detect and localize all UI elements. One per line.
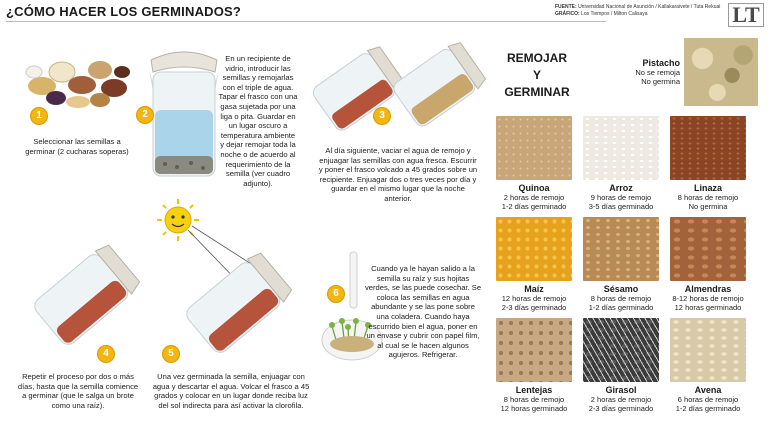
seed-name: Sésamo: [603, 284, 639, 294]
header-line-2: Y: [532, 68, 541, 82]
seed-info-pistacho: [604, 58, 680, 86]
tilted-jars-illustration: [312, 38, 492, 138]
seed-photo-quinoa: [496, 116, 572, 180]
step-6-text: Cuando ya le hayan salido a la semilla su raíz y sus hojitas verdes, se las puede cosechar. Se coloca las semillas en agua abundante y se las pone sobre una coladera. Cuando haya escurrido bien el agua, poner en un envase y cubrir con papel film, al cual se le hacen algunos agujeros. Refrigerar.: [364, 264, 482, 360]
seed-cell: [496, 116, 572, 211]
seed-cell: [583, 318, 659, 413]
header-line-1: REMOJAR: [506, 51, 567, 65]
seed-soak-time: 8 horas de remojo: [590, 294, 652, 303]
seed-name: Maíz: [524, 284, 544, 294]
seed-cell: [583, 217, 659, 312]
seed-cell: [670, 318, 746, 413]
source-label: FUENTE:: [555, 4, 577, 10]
seed-soak-time: 12 horas de remojo: [501, 294, 567, 303]
title-divider: [6, 21, 606, 22]
seed-soak-time: 8 horas de remojo: [677, 193, 739, 202]
seed-germination-time: 2-3 días germinado: [588, 404, 654, 413]
step-6-badge: 6: [328, 286, 344, 302]
seed-photo-pistacho: [684, 38, 758, 106]
seed-soak-time: 2 horas de remojo: [503, 193, 565, 202]
newspaper-logo: LT: [728, 3, 764, 27]
seed-grid: [496, 116, 764, 413]
seed-germination-time: 2-3 días germinado: [501, 303, 567, 312]
seed-cell: [670, 116, 746, 211]
step-3-badge: 3: [374, 108, 390, 124]
seed-germination-time: No germina: [641, 77, 680, 86]
seed-photo-arroz: [583, 116, 659, 180]
seed-cell: [496, 217, 572, 312]
seed-pile-illustration: [22, 50, 132, 110]
seed-germination-time: 3-5 días germinado: [588, 202, 654, 211]
step-2-text: En un recipiente de vidrio, introducir las semillas y remojarlas con el triple de agua. Tapar el frasco con una gasa sujetada por una liga o pita. Guardar en un lugar oscuro a temperatura ambiente y dejar remojar toda la noche o de acuerdo al requerimiento de la semilla (ver cuadro adjunto).: [218, 54, 298, 188]
page-title: ¿CÓMO HACER LOS GERMINADOS?: [6, 4, 242, 19]
seed-name: Lentejas: [515, 385, 553, 395]
seed-germination-time: No germina: [688, 202, 728, 211]
seed-name: Almendras: [684, 284, 732, 294]
source-text: Universidad Nacional de Asunción / Kallakaraivete / Tuta Rekuai: [578, 4, 721, 10]
seed-photo-sesamo: [583, 217, 659, 281]
seed-photo-maiz: [496, 217, 572, 281]
step-4-badge: 4: [98, 346, 114, 362]
jar-with-water-illustration: [143, 42, 225, 184]
seed-photo-lentejas: [496, 318, 572, 382]
seed-cell: [496, 318, 572, 413]
seed-cell: [583, 116, 659, 211]
seed-soak-time: 2 horas de remojo: [590, 395, 652, 404]
step-1-text: Seleccionar las semillas a germinar (2 cucharas soperas): [25, 137, 129, 156]
seed-name: Avena: [694, 385, 722, 395]
seed-soak-time: 9 horas de remojo: [590, 193, 652, 202]
seed-germination-time: 1-2 días germinado: [588, 303, 654, 312]
step-5-badge: 5: [163, 346, 179, 362]
seed-soak-time: 8 horas de remojo: [503, 395, 565, 404]
seed-name: Pistacho: [642, 58, 680, 68]
seed-soak-time: 8-12 horas de remojo: [672, 294, 744, 303]
step-4-text: Repetir el proceso por dos o más días, hasta que la semilla comience a germinar (que le salga un brote como una raíz).: [17, 372, 139, 410]
header-line-3: GERMINAR: [504, 85, 570, 99]
step-1-badge: 1: [31, 108, 47, 124]
step-2-badge: 2: [137, 107, 153, 123]
seed-photo-girasol: [583, 318, 659, 382]
table-header: [496, 50, 578, 101]
seed-germination-time: 1-2 días germinado: [675, 404, 741, 413]
seed-soak-time: 6 horas de remojo: [677, 395, 739, 404]
seed-name: Linaza: [693, 183, 722, 193]
seed-name: Girasol: [605, 385, 637, 395]
seed-soak-time: No se remoja: [635, 68, 680, 77]
seed-photo-almendras: [670, 217, 746, 281]
jar-in-sunlight-illustration: [152, 196, 302, 360]
seed-name: Quinoa: [518, 183, 550, 193]
jar-germinating-illustration: [20, 238, 145, 356]
seed-germination-time: 1-2 días germinado: [501, 202, 567, 211]
credits: [555, 4, 720, 18]
seed-germination-time: 12 horas germinado: [500, 404, 568, 413]
seed-photo-avena: [670, 318, 746, 382]
seed-cell: [670, 217, 746, 312]
seed-germination-time: 12 horas germinado: [674, 303, 742, 312]
seed-name: Arroz: [609, 183, 633, 193]
step-3-text: Al día siguiente, vaciar el agua de remojo y enjuagar las semillas con agua fresca. Escurrir y poner el frasco volcado a 45 grados sobre un recipiente. Enjuagar dos o tres veces por día y guardar en el mismo lugar que la noche anterior.: [318, 146, 478, 203]
seed-photo-linaza: [670, 116, 746, 180]
graphic-label: GRÁFICO:: [555, 11, 580, 17]
step-5-text: Una vez germinada la semilla, enjuagar con agua y descartar el agua. Volcar el frasco a 45 grados y colocar en un lugar donde reciba luz del sol indirecta para así activar la clorofila.: [152, 372, 310, 410]
graphic-text: Los Tiempos / Milton Calisaya: [581, 11, 648, 17]
